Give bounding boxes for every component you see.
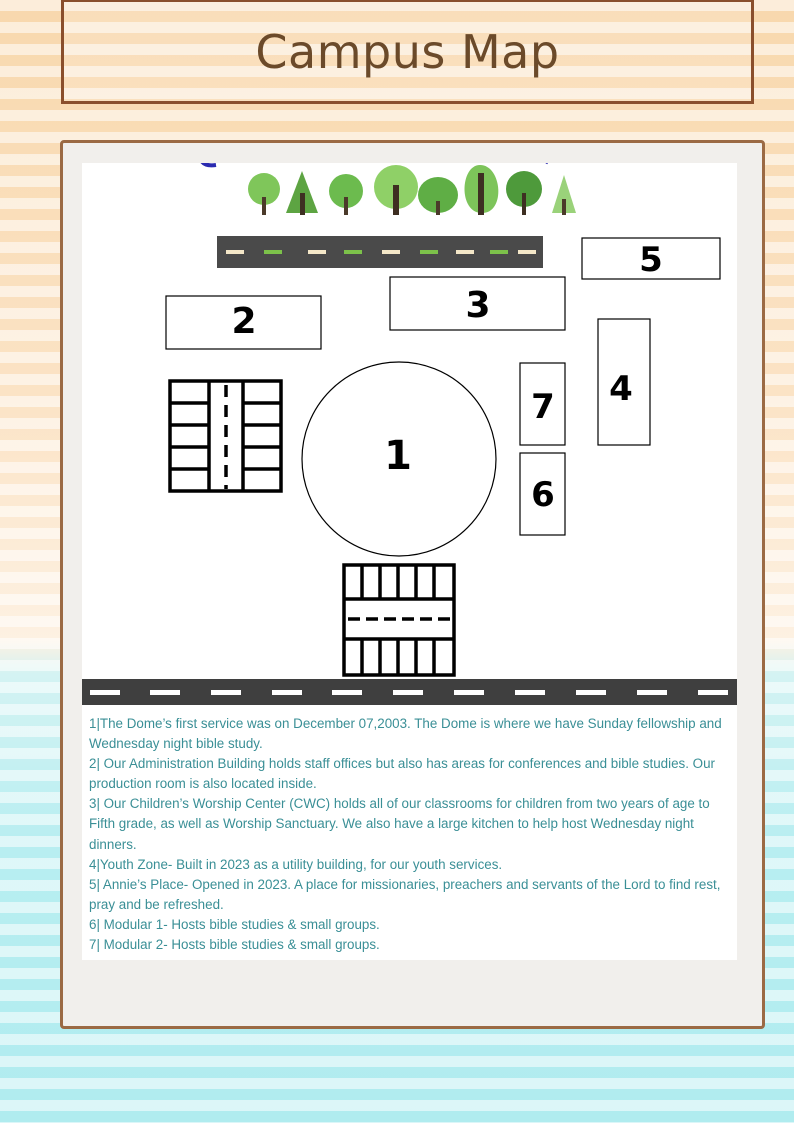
tree-icon [329, 174, 363, 215]
building-5 [582, 238, 720, 280]
tree-icon [506, 171, 542, 215]
main-road [82, 679, 737, 705]
tree-row-illustration [248, 165, 576, 215]
page-title: Campus Map [255, 24, 560, 79]
cropped-heading-fragment [200, 163, 216, 165]
tree-icon [374, 165, 418, 215]
legend-item: 6| Modular 1- Hosts bible studies & small groups. [89, 916, 380, 932]
building-2-number: 2 [231, 301, 257, 342]
building-7 [520, 363, 565, 445]
legend-item: 1|The Dome’s first service was on December 07,2003. The Dome is where we have Sunday fellowship and Wednesday night bible study. [89, 716, 722, 752]
legend-item: 7| Modular 2- Hosts bible studies & small groups. [89, 937, 380, 953]
tree-icon [286, 171, 318, 215]
tree-icon [248, 173, 280, 215]
parking-lot-bottom [344, 565, 454, 675]
building-3 [390, 277, 565, 330]
building-4 [598, 319, 650, 445]
building-1-number: 1 [384, 433, 412, 479]
tree-icon [465, 165, 499, 215]
building-7-number: 7 [531, 387, 555, 427]
legend-item: 4|Youth Zone- Built in 2023 as a utility building, for our youth services. [89, 856, 503, 872]
building-3-number: 3 [465, 285, 491, 326]
tree-icon [418, 177, 458, 215]
building-6-number: 6 [531, 475, 555, 515]
building-1-dome [302, 362, 496, 556]
legend-item: 2| Our Administration Building holds staff offices but also has areas for conferences and bible studies. Our production room is also located inside. [89, 756, 715, 792]
building-6 [520, 453, 565, 535]
building-2 [166, 296, 321, 349]
title-banner [61, 0, 754, 104]
legend-item: 5| Annie’s Place- Opened in 2023. A place for missionaries, preachers and servants of the Lord to find rest, pray and be refreshed. [89, 876, 721, 912]
parking-lot-left [170, 381, 281, 491]
tree-icon [552, 175, 576, 215]
small-road [217, 236, 543, 268]
building-4-number: 4 [609, 369, 633, 409]
building-legend [89, 714, 729, 955]
building-5-number: 5 [639, 240, 663, 280]
legend-item: 3| Our Children’s Worship Center (CWC) holds all of our classrooms for children from two years of age to Fifth grade, as well as Worship Sanctuary. We also have a large kitchen to help host Wednesday night dinners. [89, 796, 710, 852]
